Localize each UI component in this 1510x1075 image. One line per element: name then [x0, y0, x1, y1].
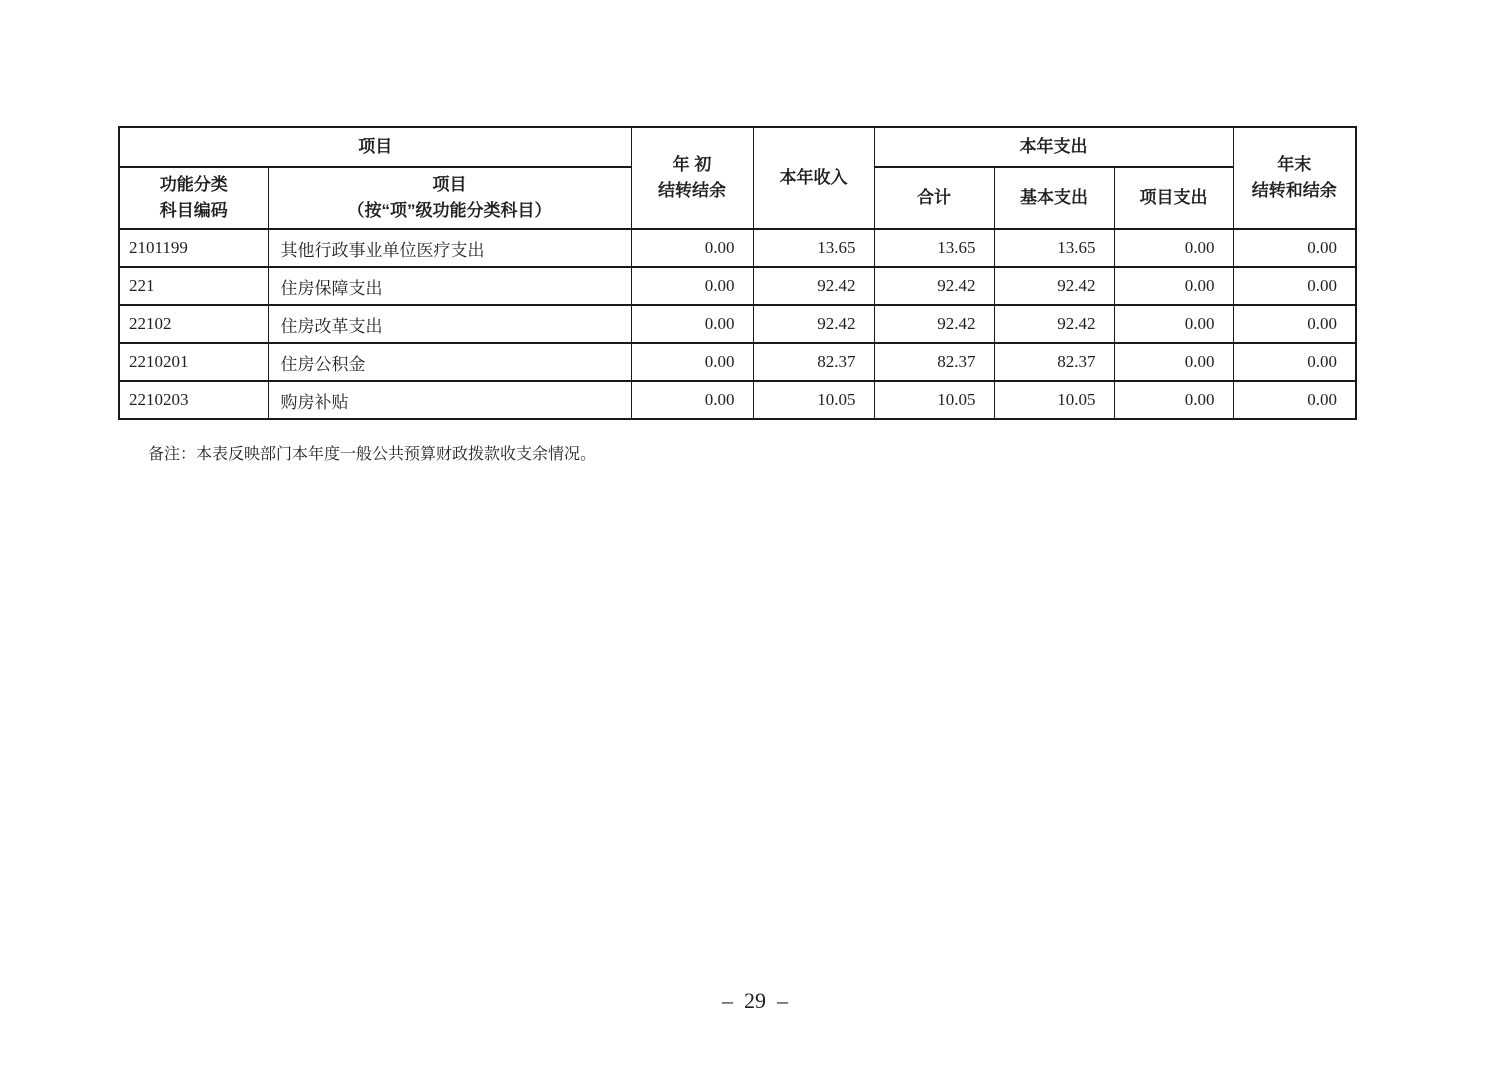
cell-basic: 82.37	[994, 343, 1114, 381]
header-expense-group: 本年支出	[874, 127, 1233, 167]
table-note: 备注：本表反映部门本年度一般公共预算财政拨款收支余情况。	[148, 446, 597, 463]
cell-opening: 0.00	[631, 267, 753, 305]
header-closing-line2: 结转和结余	[1251, 181, 1337, 200]
cell-name: 其他行政事业单位医疗支出	[268, 229, 631, 267]
header-function-code-line1: 功能分类	[159, 174, 228, 194]
cell-opening: 0.00	[631, 343, 753, 381]
cell-income: 92.42	[753, 267, 874, 305]
cell-total: 92.42	[874, 267, 994, 305]
cell-code: 2101199	[119, 229, 268, 267]
cell-name: 住房改革支出	[268, 305, 631, 343]
cell-closing: 0.00	[1233, 343, 1356, 381]
table-row	[119, 305, 1356, 343]
header-item-line2: （按“项”级功能分类科目）	[347, 201, 552, 220]
cell-code: 2210203	[119, 381, 268, 419]
cell-income: 92.42	[753, 305, 874, 343]
cell-total: 82.37	[874, 343, 994, 381]
cell-project: 0.00	[1114, 229, 1233, 267]
page-number: – 29 –	[722, 988, 788, 1013]
cell-closing: 0.00	[1233, 381, 1356, 419]
cell-income: 10.05	[753, 381, 874, 419]
cell-project: 0.00	[1114, 305, 1233, 343]
table-row	[119, 267, 1356, 305]
header-closing-balance	[1233, 127, 1356, 229]
cell-closing: 0.00	[1233, 267, 1356, 305]
cell-closing: 0.00	[1233, 305, 1356, 343]
header-closing-line1: 年末	[1277, 154, 1312, 174]
cell-closing: 0.00	[1233, 229, 1356, 267]
budget-table	[118, 126, 1357, 420]
cell-opening: 0.00	[631, 381, 753, 419]
table-header-row-1	[119, 127, 1356, 167]
cell-total: 13.65	[874, 229, 994, 267]
table-row	[119, 229, 1356, 267]
header-function-code-line2: 科目编码	[159, 201, 228, 220]
table-row	[119, 381, 1356, 419]
cell-income: 13.65	[753, 229, 874, 267]
cell-code: 221	[119, 267, 268, 305]
cell-basic: 92.42	[994, 267, 1114, 305]
cell-basic: 13.65	[994, 229, 1114, 267]
header-item-line1: 项目	[432, 174, 467, 194]
cell-code: 22102	[119, 305, 268, 343]
cell-opening: 0.00	[631, 229, 753, 267]
header-opening-line2: 结转结余	[658, 181, 726, 200]
header-income: 本年收入	[753, 127, 874, 229]
header-project-group: 项目	[119, 127, 631, 167]
cell-total: 10.05	[874, 381, 994, 419]
cell-name: 住房保障支出	[268, 267, 631, 305]
cell-total: 92.42	[874, 305, 994, 343]
header-opening-line1: 年 初	[672, 154, 712, 174]
header-opening-balance	[631, 127, 753, 229]
header-function-code	[119, 167, 268, 229]
header-expense-project: 项目支出	[1114, 167, 1233, 229]
table-row	[119, 343, 1356, 381]
cell-project: 0.00	[1114, 381, 1233, 419]
cell-basic: 10.05	[994, 381, 1114, 419]
cell-income: 82.37	[753, 343, 874, 381]
cell-name: 住房公积金	[268, 343, 631, 381]
cell-project: 0.00	[1114, 267, 1233, 305]
cell-name: 购房补贴	[268, 381, 631, 419]
cell-opening: 0.00	[631, 305, 753, 343]
header-item	[268, 167, 631, 229]
header-expense-basic: 基本支出	[994, 167, 1114, 229]
cell-code: 2210201	[119, 343, 268, 381]
cell-project: 0.00	[1114, 343, 1233, 381]
cell-basic: 92.42	[994, 305, 1114, 343]
header-expense-total: 合计	[874, 167, 994, 229]
